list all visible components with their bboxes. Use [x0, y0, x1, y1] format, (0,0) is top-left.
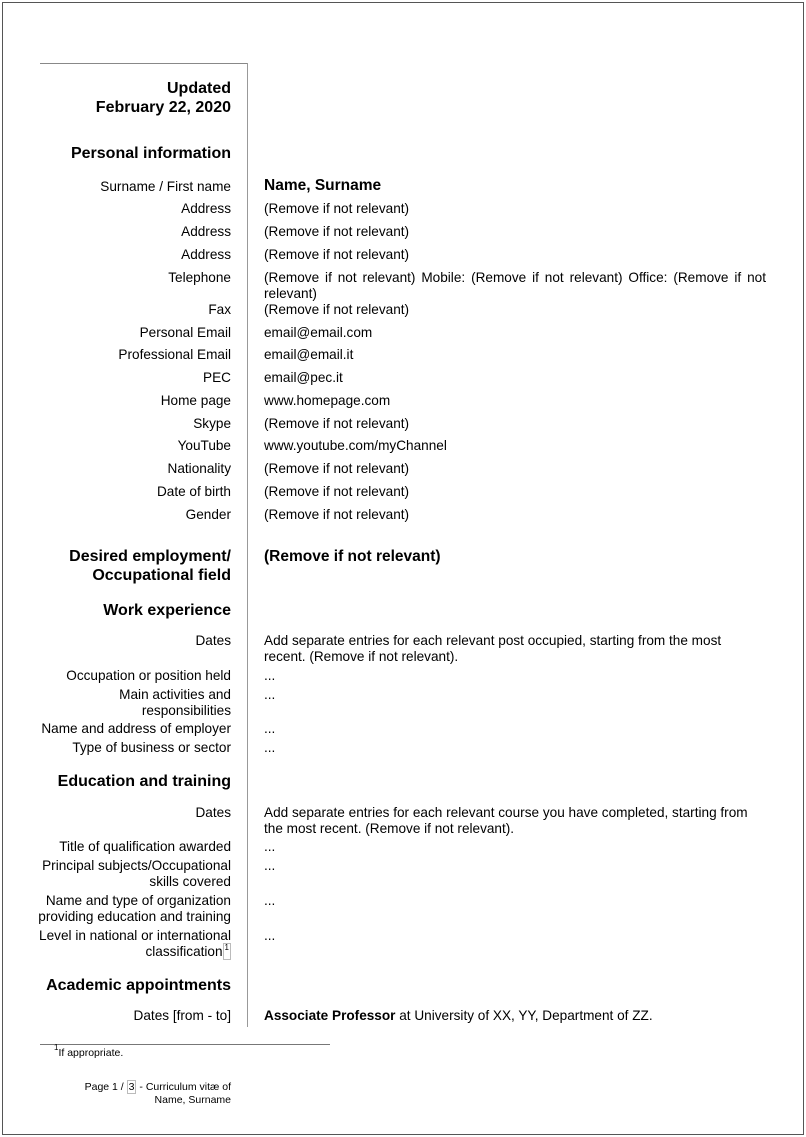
- qualification-value: ...: [264, 839, 276, 854]
- footnote-link[interactable]: 1: [223, 943, 231, 960]
- name-label: Surname / First name: [100, 179, 231, 194]
- professional-email-value[interactable]: email@email.it: [264, 347, 354, 362]
- footnote-rule: [40, 1044, 330, 1045]
- address-label-3: Address: [181, 247, 231, 262]
- qualification-label: Title of qualification awarded: [59, 839, 231, 854]
- sector-label: Type of business or sector: [72, 740, 231, 755]
- column-divider: [247, 63, 248, 1027]
- employer-label: Name and address of employer: [41, 721, 231, 736]
- subjects-value: ...: [264, 858, 276, 873]
- gender-value: (Remove if not relevant): [264, 507, 410, 522]
- occupation-value: ...: [264, 668, 276, 683]
- academic-heading: Academic appointments: [46, 977, 231, 994]
- telephone-value: (Remove if not relevant) Mobile: (Remove if not relevant) Office: (Remove if not relevant): [264, 270, 766, 301]
- skype-label: Skype: [193, 416, 231, 431]
- level-value: ...: [264, 928, 276, 943]
- organisation-label: Name and type of organization providing education and training: [38, 893, 231, 924]
- skype-value: (Remove if not relevant): [264, 416, 410, 431]
- work-dates-value: Add separate entries for each relevant post occupied, starting from the most recent. (Remove if not relevant).: [264, 633, 722, 664]
- address-label-1: Address: [181, 201, 231, 216]
- homepage-label: Home page: [160, 393, 231, 408]
- personal-email-label: Personal Email: [139, 325, 231, 340]
- nationality-value: (Remove if not relevant): [264, 461, 410, 476]
- sector-value: ...: [264, 740, 276, 755]
- activities-label: Main activities and responsibilities: [119, 687, 231, 718]
- organisation-value: ...: [264, 893, 276, 908]
- education-dates-label: Dates: [195, 805, 231, 820]
- birth-date-value: (Remove if not relevant): [264, 484, 410, 499]
- updated-heading: Updated February 22, 2020: [95, 80, 231, 116]
- education-heading: Education and training: [57, 773, 231, 790]
- education-dates-value: Add separate entries for each relevant course you have completed, starting from the most recent. (Remove if not relevant).: [264, 805, 748, 836]
- pec-label: PEC: [203, 370, 231, 385]
- academic-dates-value: Associate Professor at University of XX, YY, Department of ZZ.: [264, 1008, 653, 1023]
- desired-employment-heading: Desired employment/ Occupational field: [69, 548, 231, 584]
- page-footer: Page 1 / 3 - Curriculum vitæ of Name, Surname: [84, 1081, 231, 1106]
- telephone-label: Telephone: [168, 270, 231, 285]
- address-value-3: (Remove if not relevant): [264, 247, 410, 262]
- youtube-label: YouTube: [177, 438, 231, 453]
- homepage-value[interactable]: www.homepage.com: [264, 393, 391, 408]
- work-dates-label: Dates: [195, 633, 231, 648]
- desired-employment-value: (Remove if not relevant): [264, 548, 441, 565]
- address-value-1: (Remove if not relevant): [264, 201, 410, 216]
- address-value-2: (Remove if not relevant): [264, 224, 410, 239]
- address-label-2: Address: [181, 224, 231, 239]
- personal-email-value[interactable]: email@email.com: [264, 325, 373, 340]
- employer-value: ...: [264, 721, 276, 736]
- personal-info-heading: Personal information: [70, 145, 231, 162]
- nationality-label: Nationality: [167, 461, 231, 476]
- fax-value: (Remove if not relevant): [264, 302, 410, 317]
- subjects-label: Principal subjects/Occupational skills covered: [42, 858, 231, 889]
- activities-value: ...: [264, 687, 276, 702]
- professional-email-label: Professional Email: [118, 347, 231, 362]
- top-rule: [40, 63, 248, 64]
- birth-date-label: Date of birth: [156, 484, 231, 499]
- occupation-label: Occupation or position held: [66, 668, 231, 683]
- name-value: Name, Surname: [264, 177, 382, 194]
- youtube-value[interactable]: www.youtube.com/myChannel: [264, 438, 447, 453]
- fax-label: Fax: [208, 302, 231, 317]
- footnote: $^1$If appropriate.: [54, 1043, 124, 1059]
- pec-value[interactable]: email@pec.it: [264, 370, 343, 385]
- academic-dates-label: Dates [from - to]: [133, 1008, 231, 1023]
- level-label: Level in national or international classification $^1$: [39, 928, 231, 959]
- total-pages-link[interactable]: 3: [128, 1081, 135, 1093]
- work-experience-heading: Work experience: [103, 602, 231, 619]
- gender-label: Gender: [185, 507, 231, 522]
